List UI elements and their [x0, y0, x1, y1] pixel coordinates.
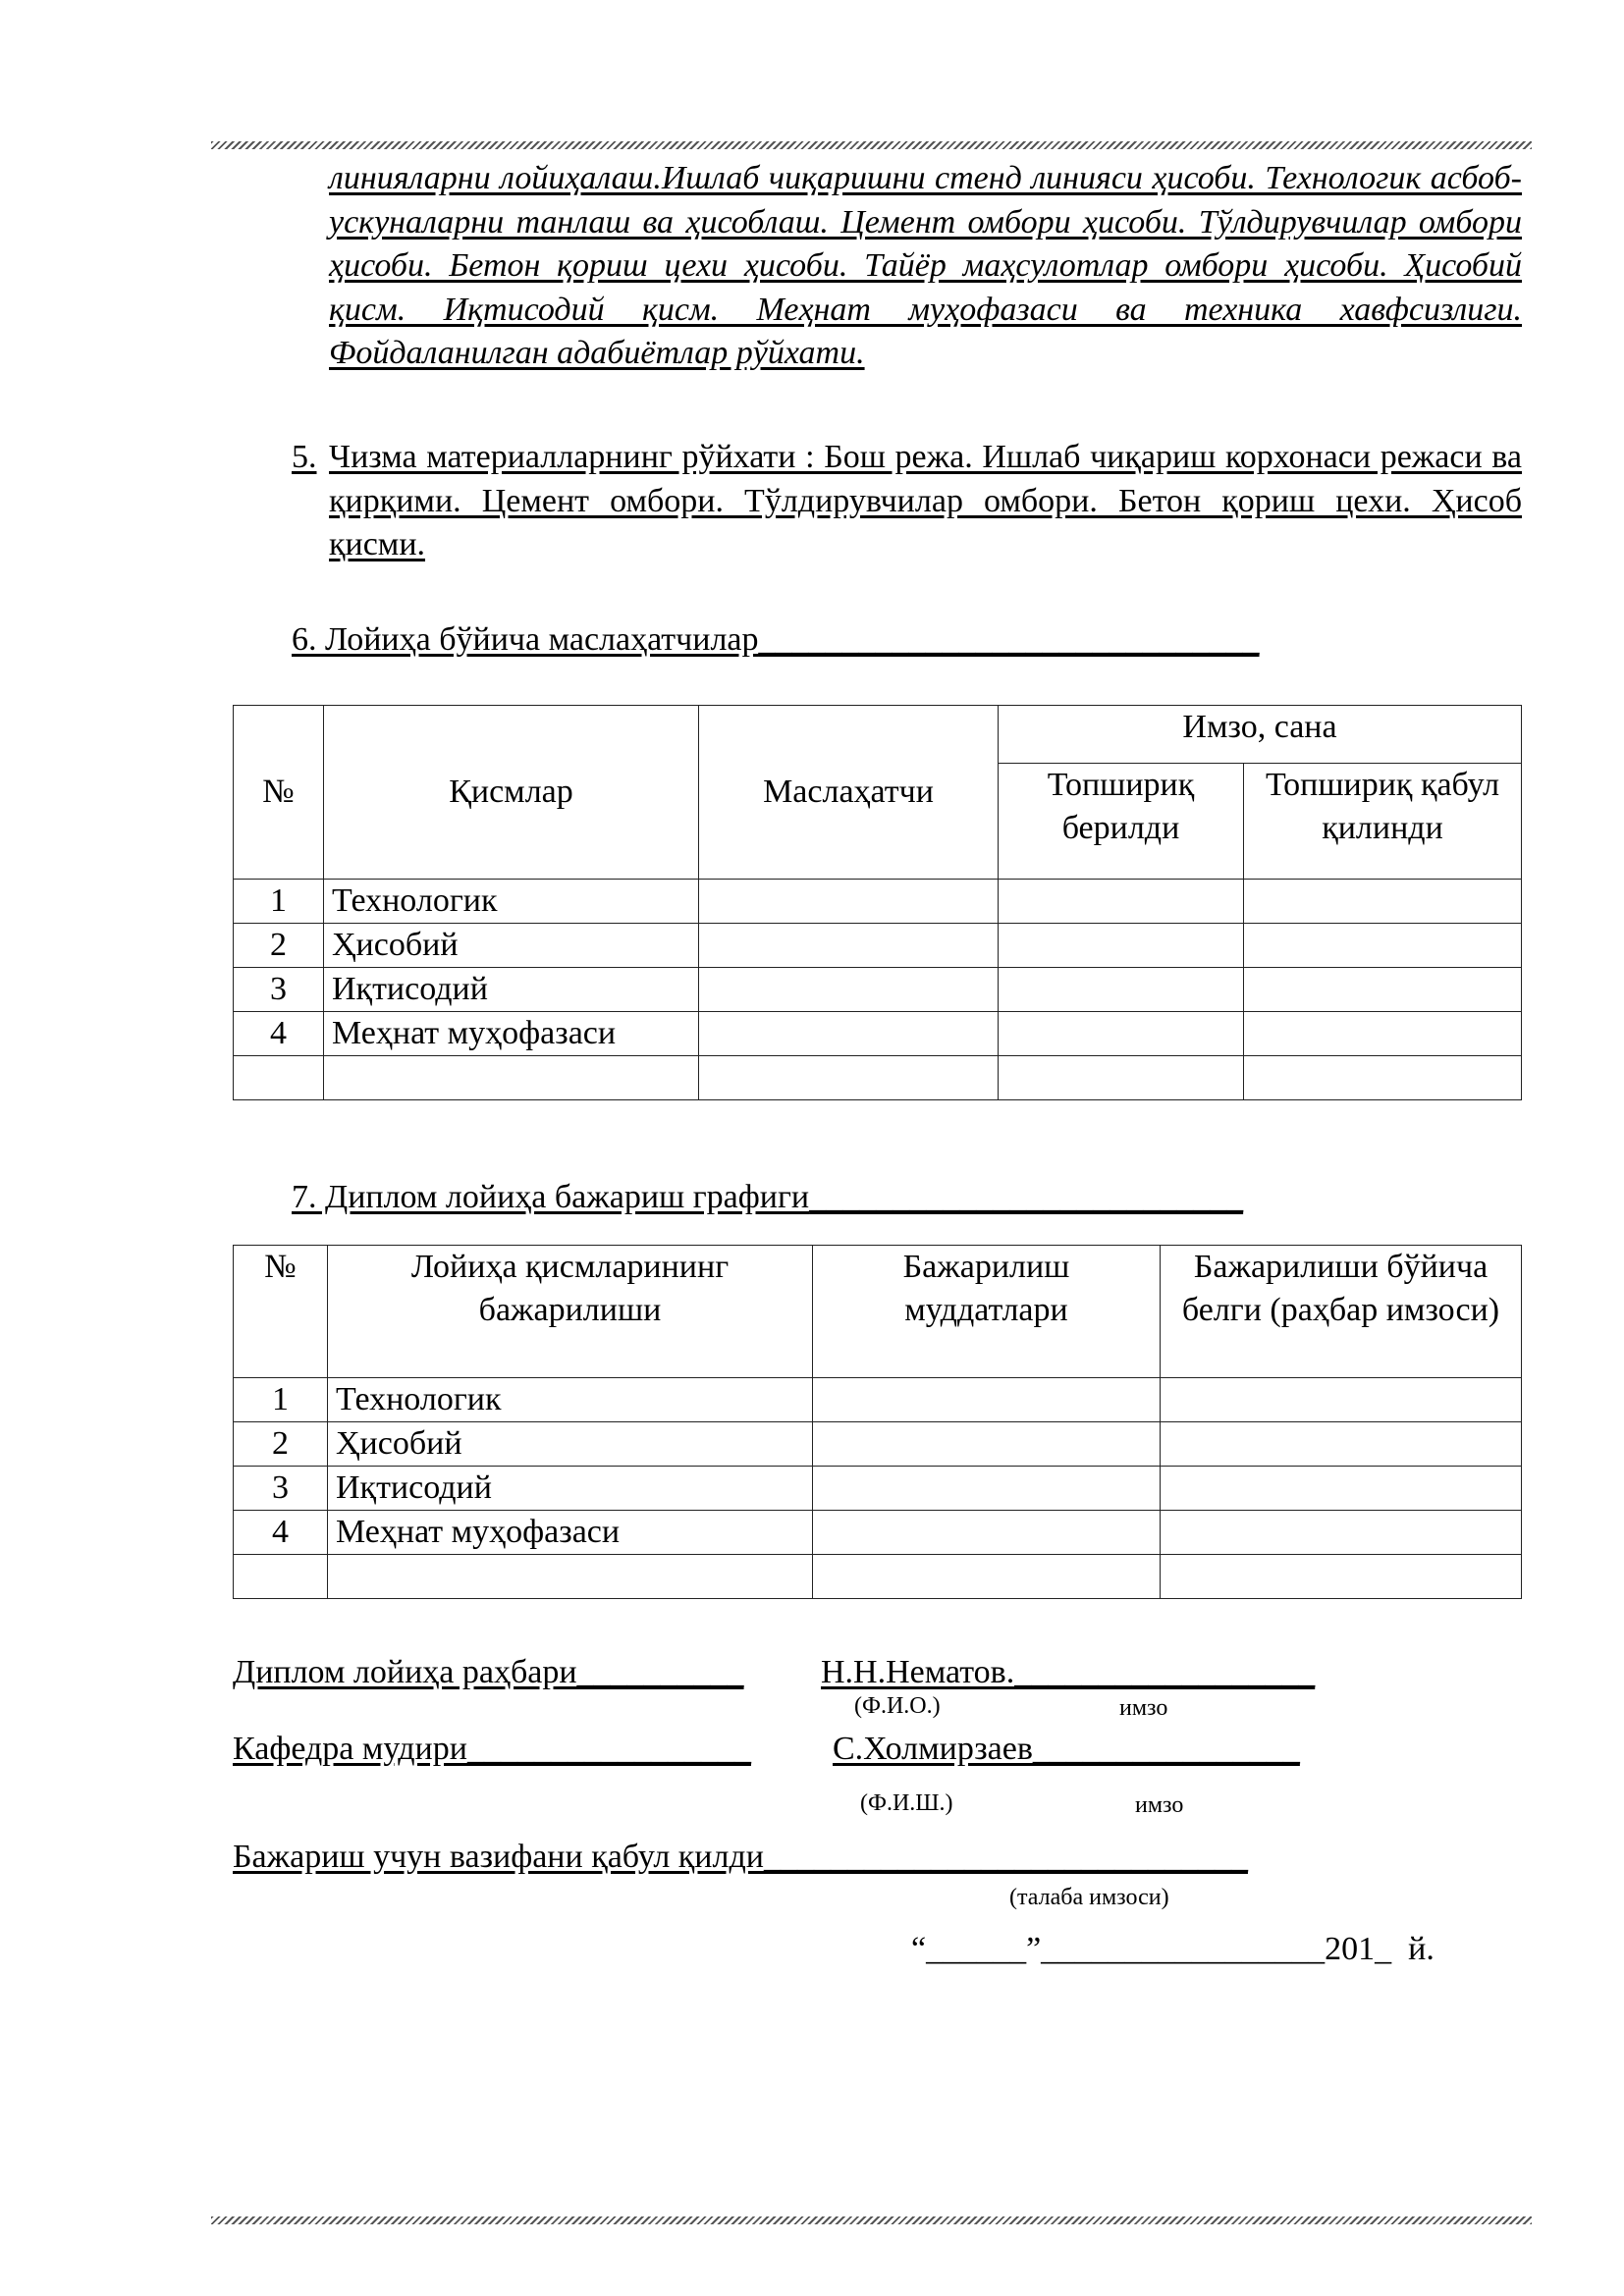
supervisor-label: Диплом лойиҳа раҳбари__________	[233, 1654, 744, 1690]
row-num: 3	[234, 1467, 328, 1511]
col-header-sign-date: Имзо, сана	[999, 706, 1522, 764]
col-header-task-accepted: Топшириқ қабул қилинди	[1244, 764, 1522, 880]
cell-terms	[813, 1467, 1161, 1511]
cell-consultant	[699, 1012, 999, 1056]
supervisor-name: Н.Н.Нематов.__________________	[821, 1654, 1316, 1690]
supervisor-caption-fio: (Ф.И.О.)	[854, 1693, 941, 1719]
col-header-num: №	[234, 706, 324, 880]
table-row	[234, 880, 1522, 924]
table-row	[234, 1378, 1522, 1422]
row-num: 2	[234, 924, 324, 968]
cell-accepted	[1244, 924, 1522, 968]
table-row-empty	[234, 1555, 1522, 1599]
head-name: С.Холмирзаев________________	[833, 1731, 1300, 1767]
intro-contents-paragraph: линияларни лойиҳалаш.Ишлаб чиқаришни стенд линияси ҳисоби. Технологик асбоб-ускуналарни танлаш ва ҳисоблаш. Цемент омбори ҳисоби. Тўлдирувчилар омбори ҳисоби. Бетон қориш цехи ҳисоби. Тайёр маҳсулотлар омбори ҳисоби. Ҳисобий қисм. Иқтисодий қисм. Меҳнат муҳофазаси ва техника хавфсизлиги. Фойдаланилган адабиётлар рўйхати.	[329, 160, 1522, 371]
section7-heading-text: 7. Диплом лойиҳа бажариш графиги	[292, 1179, 810, 1215]
row-num: 2	[234, 1422, 328, 1467]
cell-consultant	[699, 924, 999, 968]
accepted-label: Бажариш учун вазифани қабул қилди_____________________________	[233, 1839, 1248, 1875]
cell-terms	[813, 1511, 1161, 1555]
cell-given	[999, 924, 1244, 968]
table-row	[234, 968, 1522, 1012]
head-caption-fio: (Ф.И.Ш.)	[860, 1790, 953, 1816]
col-header-num: №	[234, 1246, 328, 1378]
section6-heading-text: 6. Лойиҳа бўйича маслаҳатчилар	[292, 621, 759, 658]
table-row	[234, 1012, 1522, 1056]
row-part: Ҳисобий	[324, 924, 699, 968]
item5-number: 5.	[292, 439, 317, 475]
row-num: 4	[234, 1511, 328, 1555]
cell-given	[999, 1012, 1244, 1056]
section7-heading: 7. Диплом лойиҳа бажариш графиги__________________________	[292, 1179, 1244, 1215]
cell-mark	[1161, 1422, 1522, 1467]
schedule-table	[233, 1245, 1522, 1599]
cell-mark	[1161, 1378, 1522, 1422]
col-header-parts-execution: Лойиҳа қисмларининг бажарилиши	[328, 1246, 813, 1378]
row-part: Иқтисодий	[328, 1467, 813, 1511]
row-part: Иқтисодий	[324, 968, 699, 1012]
head-caption-sign: имзо	[1135, 1792, 1184, 1818]
cell-consultant	[699, 880, 999, 924]
item5-drawings-list: Чизма материалларнинг рўйхати : Бош режа. Ишлаб чиқариш корхонаси режаси ва қирқими. Цемент омбори. Тўлдирувчилар омбори. Бетон қориш цехи. Ҳисоб қисми.	[329, 439, 1522, 562]
col-header-mark: Бажарилиши бўйича белги (раҳбар имзоси)	[1161, 1246, 1522, 1378]
page-top-border	[211, 141, 1532, 149]
row-num: 4	[234, 1012, 324, 1056]
table-row-empty	[234, 1056, 1522, 1100]
cell-given	[999, 968, 1244, 1012]
row-num: 3	[234, 968, 324, 1012]
col-header-task-given: Топшириқ берилди	[999, 764, 1244, 880]
cell-mark	[1161, 1467, 1522, 1511]
section6-heading: 6. Лойиҳа бўйича маслаҳатчилар______________________________	[292, 621, 1260, 658]
row-part: Технологик	[328, 1378, 813, 1422]
cell-consultant	[699, 968, 999, 1012]
cell-accepted	[1244, 880, 1522, 924]
supervisor-caption-sign: имзо	[1119, 1695, 1168, 1721]
table-row	[234, 1422, 1522, 1467]
table-row	[234, 924, 1522, 968]
row-part: Технологик	[324, 880, 699, 924]
cell-mark	[1161, 1511, 1522, 1555]
col-header-parts: Қисмлар	[324, 706, 699, 880]
cell-accepted	[1244, 968, 1522, 1012]
table-row	[234, 1511, 1522, 1555]
accepted-caption: (талаба имзоси)	[1009, 1885, 1169, 1910]
row-num: 1	[234, 1378, 328, 1422]
page-bottom-border	[211, 2216, 1532, 2224]
cell-given	[999, 880, 1244, 924]
row-part: Меҳнат муҳофазаси	[328, 1511, 813, 1555]
row-num: 1	[234, 880, 324, 924]
cell-accepted	[1244, 1012, 1522, 1056]
cell-terms	[813, 1422, 1161, 1467]
consultants-table	[233, 705, 1522, 1100]
cell-terms	[813, 1378, 1161, 1422]
date-line: “______”_________________201_ й.	[911, 1931, 1435, 1967]
table-row	[234, 1467, 1522, 1511]
col-header-terms: Бажарилиш муддатлари	[813, 1246, 1161, 1378]
head-label: Кафедра мудири_________________	[233, 1731, 751, 1767]
row-part: Ҳисобий	[328, 1422, 813, 1467]
row-part: Меҳнат муҳофазаси	[324, 1012, 699, 1056]
col-header-consultant: Маслаҳатчи	[699, 706, 999, 880]
